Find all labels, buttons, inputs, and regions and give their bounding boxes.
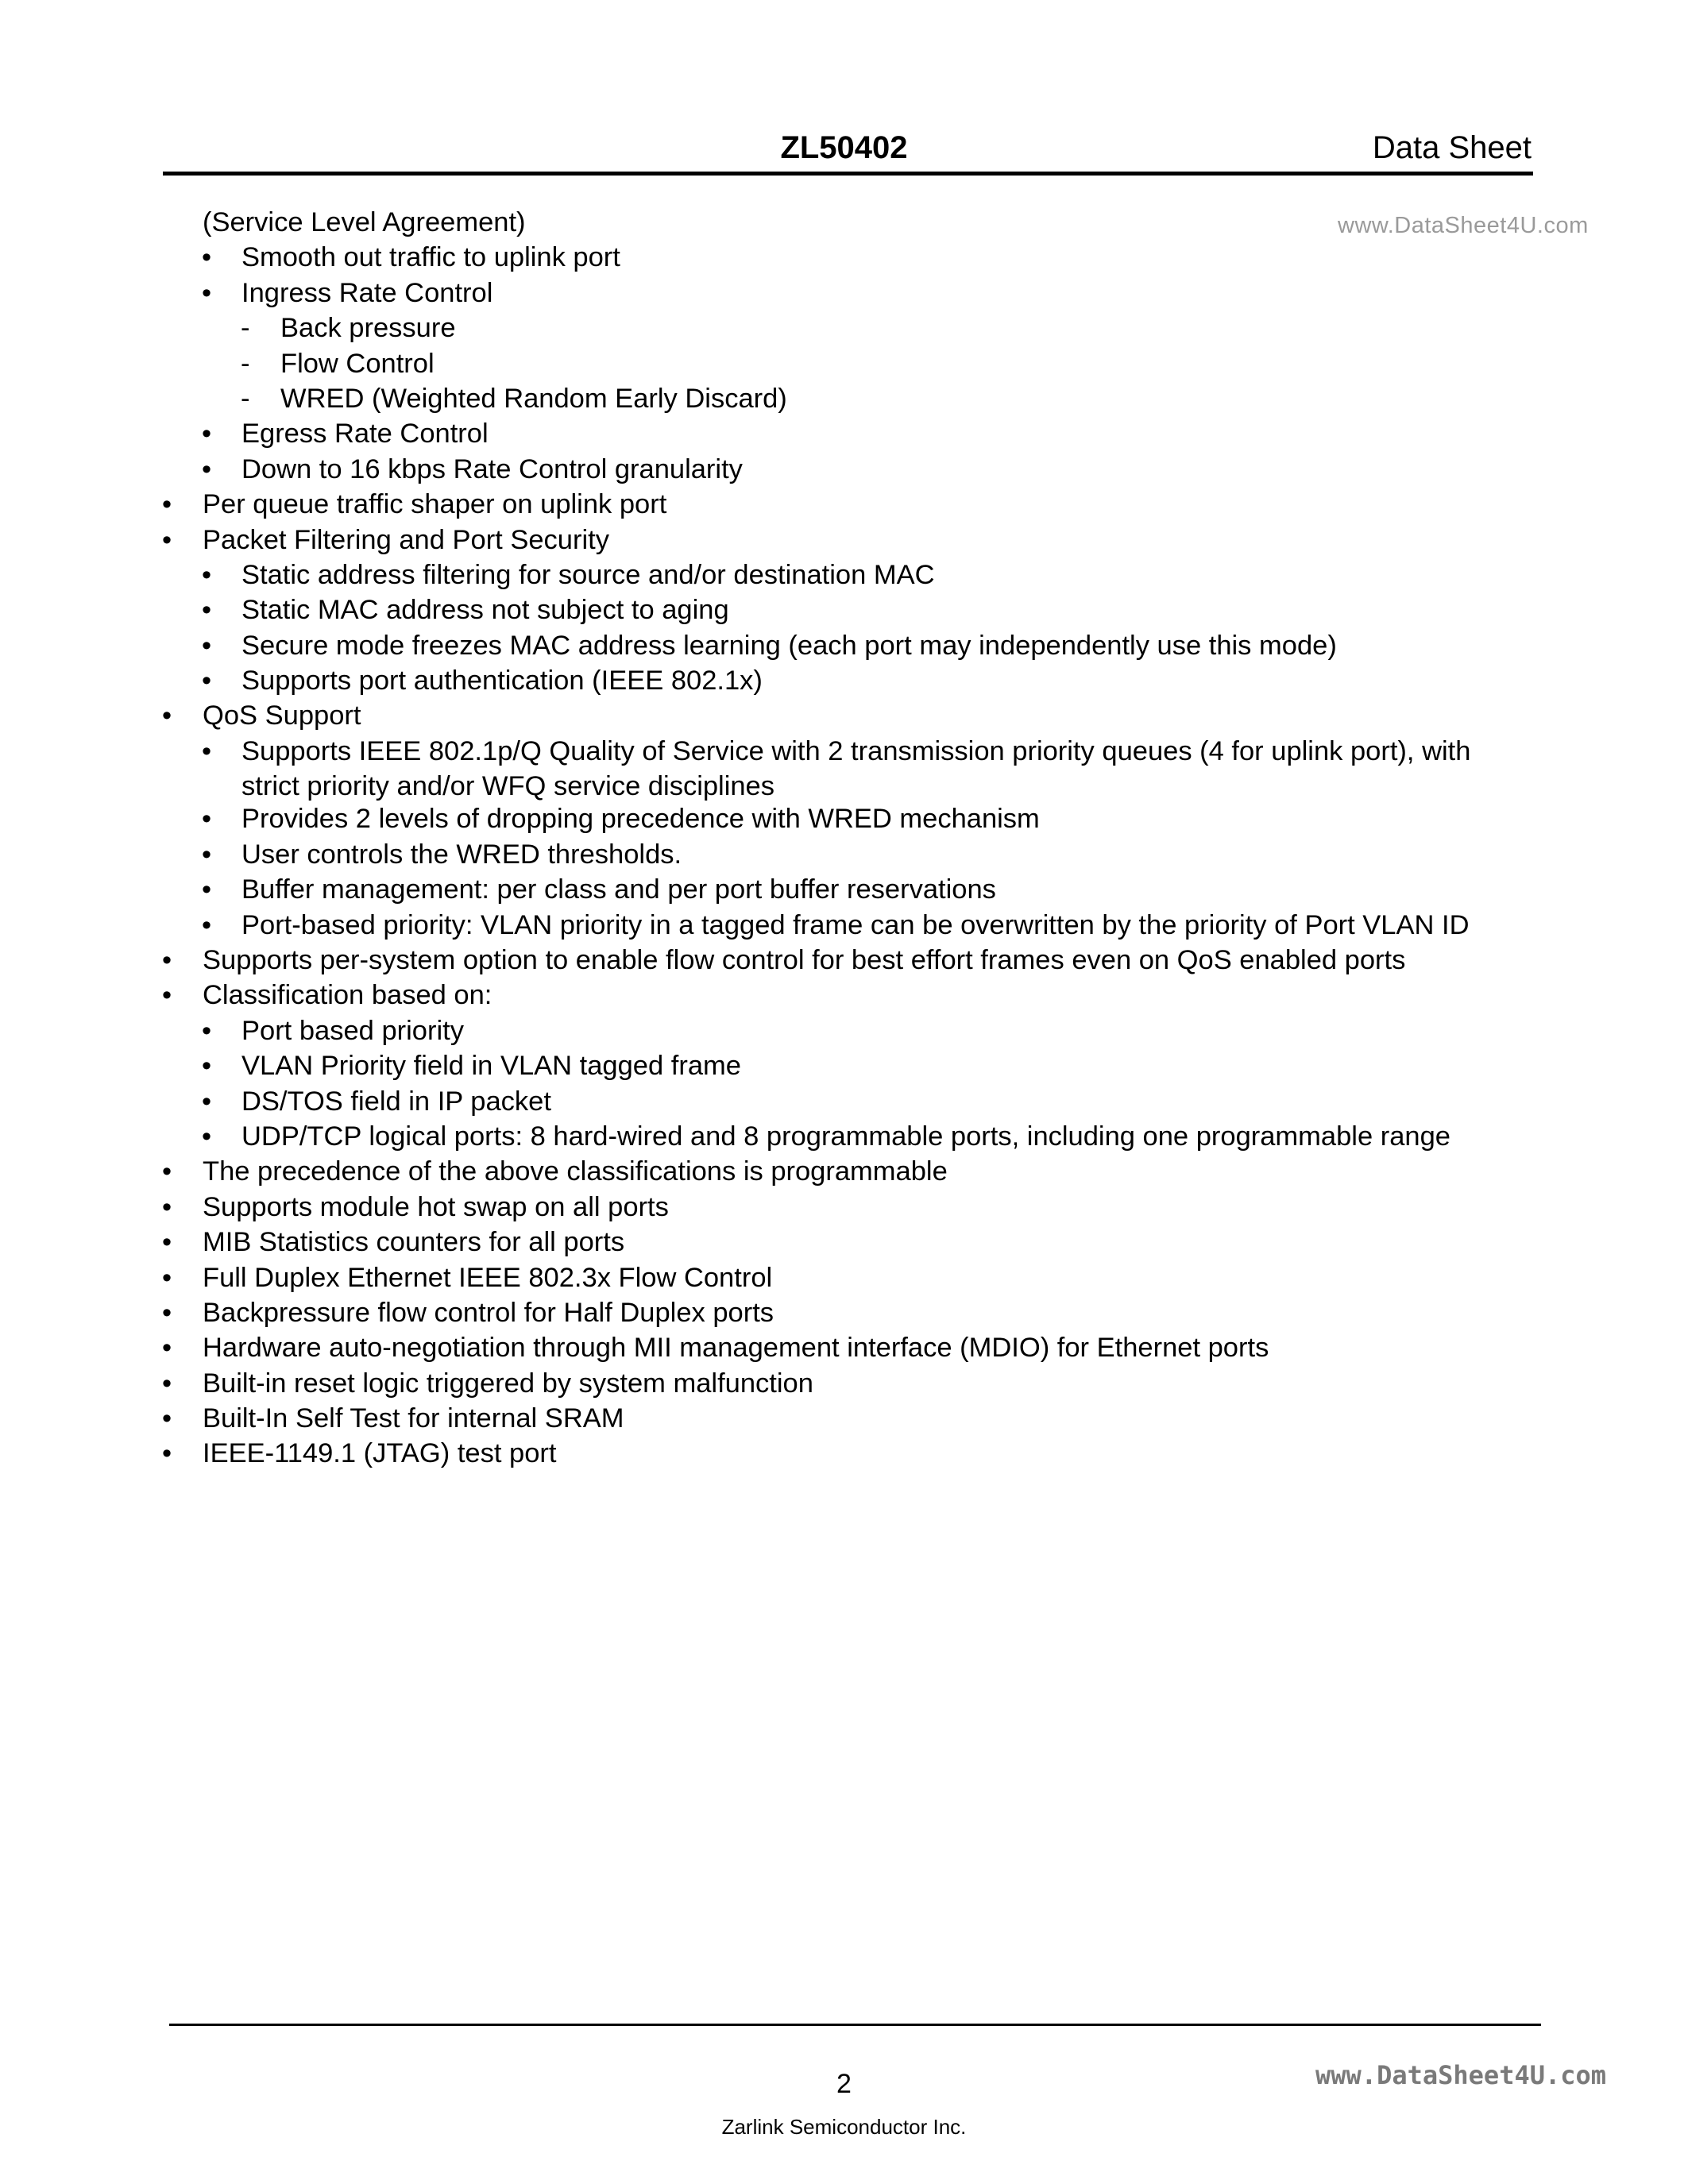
bullet-marker: •: [162, 1156, 172, 1187]
bullet-marker: •: [202, 453, 212, 484]
list-item: [0, 1190, 1688, 1225]
watermark-top: www.DataSheet4U.com: [1338, 213, 1589, 238]
list-item: [0, 311, 1688, 345]
bullet-marker: •: [202, 1121, 212, 1152]
bullet-marker: •: [162, 1227, 172, 1258]
list-item-text: Supports port authentication (IEEE 802.1x): [241, 666, 763, 696]
list-item-text: Backpressure flow control for Half Duplex ports: [203, 1297, 774, 1328]
list-item: [0, 734, 1688, 802]
list-item: [0, 487, 1688, 522]
list-item-text: Full Duplex Ethernet IEEE 802.3x Flow Control: [203, 1262, 773, 1293]
list-item: [0, 1295, 1688, 1330]
list-item: [0, 523, 1688, 558]
list-item-text: Egress Rate Control: [241, 419, 489, 450]
list-item-text: Provides 2 levels of dropping precedence with WRED mechanism: [241, 804, 1040, 835]
list-item-text: (Service Level Agreement): [203, 207, 526, 237]
list-item: [0, 698, 1688, 733]
list-item-text: Per queue traffic shaper on uplink port: [203, 489, 667, 520]
list-item-text: UDP/TCP logical ports: 8 hard-wired and 8 programmable ports, including one programmable range: [241, 1121, 1450, 1152]
bullet-marker: •: [202, 874, 212, 905]
list-item: [0, 205, 1688, 240]
bullet-marker: •: [162, 700, 172, 731]
list-item: [0, 628, 1688, 663]
page-number: 2: [836, 2069, 852, 2099]
list-item: [0, 276, 1688, 311]
bullet-marker: •: [162, 1262, 172, 1293]
list-item-text: Ingress Rate Control: [241, 277, 493, 308]
document-type: Data Sheet: [1372, 130, 1532, 165]
bullet-marker: •: [202, 909, 212, 940]
list-item-text: Port-based priority: VLAN priority in a tagged frame can be overwritten by the priority of Port VLAN ID: [241, 909, 1470, 940]
list-item-text: Smooth out traffic to uplink port: [241, 242, 620, 273]
bullet-marker: •: [202, 1086, 212, 1117]
list-item-text: Down to 16 kbps Rate Control granularity: [241, 453, 743, 484]
company-name: Zarlink Semiconductor Inc.: [721, 2115, 967, 2139]
list-item: [0, 837, 1688, 872]
bullet-marker: •: [162, 980, 172, 1011]
list-item-text: Port based priority: [241, 1015, 464, 1046]
list-item-text: Supports module hot swap on all ports: [203, 1191, 669, 1222]
list-item: [0, 1013, 1688, 1048]
bullet-marker: •: [202, 1015, 212, 1046]
list-item: [0, 908, 1688, 943]
list-item: [0, 346, 1688, 381]
list-item: [0, 978, 1688, 1013]
list-item-text: Supports IEEE 802.1p/Q Quality of Service with 2 transmission priority queues (4 for uplink port), with strict priority and/or WFQ service disciplines: [241, 735, 1471, 801]
bullet-marker: •: [162, 1403, 172, 1434]
dash-marker: -: [241, 313, 250, 344]
bullet-marker: •: [202, 1051, 212, 1082]
list-item-text: Supports per-system option to enable flow control for best effort frames even on QoS enabled ports: [203, 945, 1406, 976]
bullet-marker: •: [162, 489, 172, 520]
list-item: [0, 1048, 1688, 1083]
feature-list: [0, 205, 1688, 1472]
bullet-marker: •: [202, 242, 212, 273]
list-item-text: Flow Control: [280, 348, 435, 379]
bullet-marker: •: [202, 735, 212, 766]
list-item-text: Back pressure: [280, 313, 456, 344]
list-item: [0, 558, 1688, 592]
bullet-marker: •: [202, 839, 212, 870]
list-item-text: Built-In Self Test for internal SRAM: [203, 1403, 624, 1434]
list-item-text: Static address filtering for source and/or destination MAC: [241, 559, 935, 590]
list-item: [0, 663, 1688, 698]
bullet-marker: •: [162, 524, 172, 555]
list-item: [0, 1260, 1688, 1295]
list-item-text: QoS Support: [203, 700, 361, 731]
list-item: [0, 1401, 1688, 1436]
list-item: [0, 416, 1688, 451]
bullet-marker: •: [202, 804, 212, 835]
bullet-marker: •: [202, 559, 212, 590]
bullet-marker: •: [162, 1438, 172, 1469]
list-item-text: IEEE-1149.1 (JTAG) test port: [203, 1438, 557, 1469]
list-item: [0, 1225, 1688, 1260]
bullet-marker: •: [162, 945, 172, 976]
list-item-text: User controls the WRED thresholds.: [241, 839, 682, 870]
header-rule: [163, 172, 1533, 176]
bullet-marker: •: [202, 595, 212, 626]
list-item-text: Classification based on:: [203, 980, 492, 1011]
list-item: [0, 1436, 1688, 1471]
list-item: [0, 1330, 1688, 1365]
list-item: [0, 1119, 1688, 1154]
list-item-text: Hardware auto-negotiation through MII management interface (MDIO) for Ethernet ports: [203, 1333, 1269, 1364]
list-item: [0, 1154, 1688, 1189]
footer-rule: [169, 2024, 1541, 2026]
list-item: [0, 801, 1688, 836]
bullet-marker: •: [162, 1333, 172, 1364]
dash-marker: -: [241, 348, 250, 379]
list-item: [0, 240, 1688, 275]
bullet-marker: •: [202, 666, 212, 696]
bullet-marker: •: [202, 277, 212, 308]
list-item: [0, 943, 1688, 978]
bullet-marker: •: [202, 630, 212, 661]
dash-marker: -: [241, 383, 250, 414]
list-item: [0, 1366, 1688, 1401]
list-item-text: Secure mode freezes MAC address learning (each port may independently use this mode): [241, 630, 1337, 661]
list-item: [0, 452, 1688, 487]
list-item-text: Packet Filtering and Port Security: [203, 524, 609, 555]
list-item-text: MIB Statistics counters for all ports: [203, 1227, 625, 1258]
list-item: [0, 872, 1688, 907]
bullet-marker: •: [162, 1368, 172, 1399]
bullet-marker: •: [202, 419, 212, 450]
list-item-text: Built-in reset logic triggered by system malfunction: [203, 1368, 813, 1399]
document-title: ZL50402: [780, 130, 908, 165]
list-item-text: The precedence of the above classifications is programmable: [203, 1156, 948, 1187]
list-item-text: DS/TOS field in IP packet: [241, 1086, 551, 1117]
list-item-text: Buffer management: per class and per port buffer reservations: [241, 874, 996, 905]
list-item-text: Static MAC address not subject to aging: [241, 595, 729, 626]
list-item: [0, 381, 1688, 416]
bullet-marker: •: [162, 1297, 172, 1328]
watermark-bottom: www.DataSheet4U.com: [1315, 2060, 1607, 2090]
list-item-text: WRED (Weighted Random Early Discard): [280, 383, 787, 414]
bullet-marker: •: [162, 1191, 172, 1222]
list-item: [0, 592, 1688, 627]
list-item: [0, 1084, 1688, 1119]
list-item-text: VLAN Priority field in VLAN tagged frame: [241, 1051, 741, 1082]
